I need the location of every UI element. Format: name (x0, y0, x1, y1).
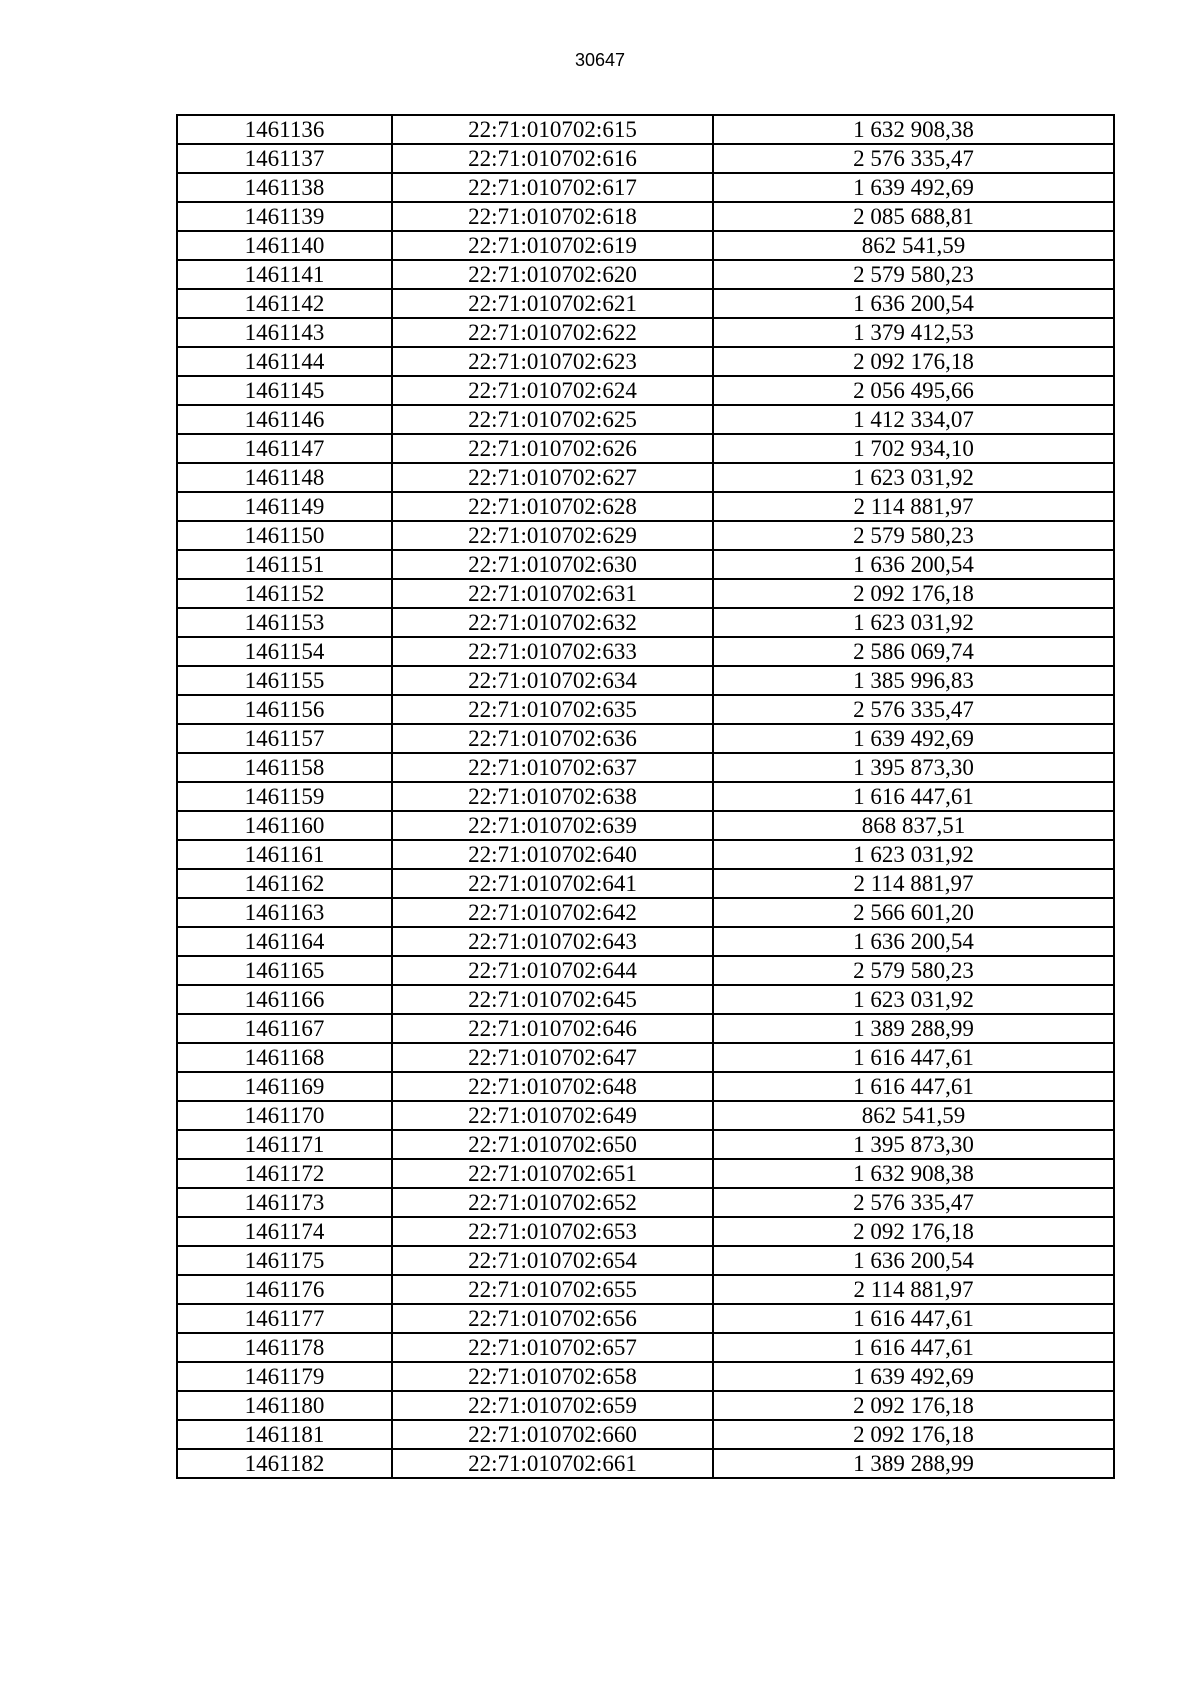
record-number-cell: 1461138 (177, 173, 392, 202)
cadastral-value-cell: 1 636 200,54 (713, 927, 1114, 956)
cadastral-value-cell: 1 616 447,61 (713, 1304, 1114, 1333)
record-number-cell: 1461154 (177, 637, 392, 666)
cadastral-value-cell: 2 579 580,23 (713, 260, 1114, 289)
record-number-cell: 1461153 (177, 608, 392, 637)
table-row (177, 231, 1114, 260)
record-number-cell: 1461176 (177, 1275, 392, 1304)
record-number-cell: 1461174 (177, 1217, 392, 1246)
table-row (177, 753, 1114, 782)
table-row (177, 1449, 1114, 1478)
record-number-cell: 1461142 (177, 289, 392, 318)
table-row (177, 1246, 1114, 1275)
table-row (177, 1391, 1114, 1420)
record-number-cell: 1461182 (177, 1449, 392, 1478)
table-row (177, 492, 1114, 521)
record-number-cell: 1461180 (177, 1391, 392, 1420)
cadastral-number-cell: 22:71:010702:622 (392, 318, 713, 347)
record-number-cell: 1461145 (177, 376, 392, 405)
table-row (177, 173, 1114, 202)
cadastral-number-cell: 22:71:010702:638 (392, 782, 713, 811)
cadastral-value-cell: 1 385 996,83 (713, 666, 1114, 695)
record-number-cell: 1461164 (177, 927, 392, 956)
cadastral-number-cell: 22:71:010702:624 (392, 376, 713, 405)
cadastral-number-cell: 22:71:010702:634 (392, 666, 713, 695)
table-row (177, 695, 1114, 724)
data-table (176, 114, 1115, 1479)
record-number-cell: 1461148 (177, 463, 392, 492)
record-number-cell: 1461144 (177, 347, 392, 376)
record-number-cell: 1461161 (177, 840, 392, 869)
table-row (177, 550, 1114, 579)
table-body (177, 115, 1114, 1478)
cadastral-value-cell: 1 623 031,92 (713, 608, 1114, 637)
table-row (177, 405, 1114, 434)
table-row (177, 840, 1114, 869)
cadastral-value-cell: 2 566 601,20 (713, 898, 1114, 927)
cadastral-value-cell: 2 114 881,97 (713, 869, 1114, 898)
cadastral-value-cell: 1 636 200,54 (713, 550, 1114, 579)
cadastral-number-cell: 22:71:010702:647 (392, 1043, 713, 1072)
cadastral-number-cell: 22:71:010702:636 (392, 724, 713, 753)
table-row (177, 1304, 1114, 1333)
record-number-cell: 1461156 (177, 695, 392, 724)
table-row (177, 956, 1114, 985)
cadastral-number-cell: 22:71:010702:618 (392, 202, 713, 231)
table-row (177, 144, 1114, 173)
cadastral-value-cell: 1 616 447,61 (713, 1072, 1114, 1101)
cadastral-number-cell: 22:71:010702:635 (392, 695, 713, 724)
cadastral-number-cell: 22:71:010702:643 (392, 927, 713, 956)
record-number-cell: 1461167 (177, 1014, 392, 1043)
cadastral-value-cell: 1 639 492,69 (713, 173, 1114, 202)
cadastral-value-cell: 2 056 495,66 (713, 376, 1114, 405)
table-row (177, 782, 1114, 811)
cadastral-number-cell: 22:71:010702:639 (392, 811, 713, 840)
cadastral-value-cell: 1 412 334,07 (713, 405, 1114, 434)
cadastral-value-cell: 1 616 447,61 (713, 1333, 1114, 1362)
cadastral-number-cell: 22:71:010702:642 (392, 898, 713, 927)
table-row (177, 927, 1114, 956)
table-row (177, 434, 1114, 463)
record-number-cell: 1461169 (177, 1072, 392, 1101)
table-row (177, 202, 1114, 231)
table-row (177, 1043, 1114, 1072)
cadastral-number-cell: 22:71:010702:625 (392, 405, 713, 434)
cadastral-value-cell: 2 586 069,74 (713, 637, 1114, 666)
record-number-cell: 1461175 (177, 1246, 392, 1275)
cadastral-number-cell: 22:71:010702:628 (392, 492, 713, 521)
cadastral-value-cell: 2 092 176,18 (713, 1217, 1114, 1246)
cadastral-number-cell: 22:71:010702:661 (392, 1449, 713, 1478)
table-row (177, 985, 1114, 1014)
cadastral-value-cell: 1 632 908,38 (713, 115, 1114, 144)
cadastral-value-cell: 2 092 176,18 (713, 347, 1114, 376)
cadastral-number-cell: 22:71:010702:630 (392, 550, 713, 579)
cadastral-value-cell: 1 632 908,38 (713, 1159, 1114, 1188)
cadastral-number-cell: 22:71:010702:653 (392, 1217, 713, 1246)
cadastral-number-cell: 22:71:010702:637 (392, 753, 713, 782)
table-row (177, 1275, 1114, 1304)
table-row (177, 1072, 1114, 1101)
record-number-cell: 1461181 (177, 1420, 392, 1449)
record-number-cell: 1461151 (177, 550, 392, 579)
cadastral-value-cell: 2 092 176,18 (713, 1391, 1114, 1420)
cadastral-value-cell: 2 576 335,47 (713, 144, 1114, 173)
record-number-cell: 1461159 (177, 782, 392, 811)
record-number-cell: 1461166 (177, 985, 392, 1014)
record-number-cell: 1461149 (177, 492, 392, 521)
cadastral-number-cell: 22:71:010702:632 (392, 608, 713, 637)
cadastral-number-cell: 22:71:010702:649 (392, 1101, 713, 1130)
cadastral-number-cell: 22:71:010702:658 (392, 1362, 713, 1391)
cadastral-value-cell: 1 702 934,10 (713, 434, 1114, 463)
cadastral-number-cell: 22:71:010702:629 (392, 521, 713, 550)
table-row (177, 318, 1114, 347)
cadastral-number-cell: 22:71:010702:616 (392, 144, 713, 173)
record-number-cell: 1461179 (177, 1362, 392, 1391)
record-number-cell: 1461170 (177, 1101, 392, 1130)
cadastral-value-cell: 1 379 412,53 (713, 318, 1114, 347)
table-row (177, 811, 1114, 840)
cadastral-value-cell: 1 616 447,61 (713, 782, 1114, 811)
cadastral-value-cell: 1 395 873,30 (713, 1130, 1114, 1159)
cadastral-value-cell: 868 837,51 (713, 811, 1114, 840)
cadastral-number-cell: 22:71:010702:644 (392, 956, 713, 985)
table-row (177, 260, 1114, 289)
record-number-cell: 1461136 (177, 115, 392, 144)
cadastral-value-cell: 862 541,59 (713, 231, 1114, 260)
cadastral-number-cell: 22:71:010702:623 (392, 347, 713, 376)
cadastral-number-cell: 22:71:010702:627 (392, 463, 713, 492)
cadastral-number-cell: 22:71:010702:654 (392, 1246, 713, 1275)
record-number-cell: 1461146 (177, 405, 392, 434)
cadastral-value-cell: 1 389 288,99 (713, 1449, 1114, 1478)
table-row (177, 724, 1114, 753)
cadastral-number-cell: 22:71:010702:619 (392, 231, 713, 260)
table-row (177, 1217, 1114, 1246)
cadastral-number-cell: 22:71:010702:660 (392, 1420, 713, 1449)
record-number-cell: 1461141 (177, 260, 392, 289)
cadastral-value-cell: 1 616 447,61 (713, 1043, 1114, 1072)
cadastral-number-cell: 22:71:010702:648 (392, 1072, 713, 1101)
cadastral-number-cell: 22:71:010702:645 (392, 985, 713, 1014)
cadastral-value-cell: 2 579 580,23 (713, 956, 1114, 985)
record-number-cell: 1461162 (177, 869, 392, 898)
table-row (177, 608, 1114, 637)
cadastral-number-cell: 22:71:010702:655 (392, 1275, 713, 1304)
table-row (177, 347, 1114, 376)
record-number-cell: 1461160 (177, 811, 392, 840)
table-row (177, 1130, 1114, 1159)
table-row (177, 289, 1114, 318)
record-number-cell: 1461172 (177, 1159, 392, 1188)
cadastral-number-cell: 22:71:010702:620 (392, 260, 713, 289)
cadastral-value-cell: 2 579 580,23 (713, 521, 1114, 550)
cadastral-number-cell: 22:71:010702:641 (392, 869, 713, 898)
cadastral-value-cell: 1 395 873,30 (713, 753, 1114, 782)
cadastral-number-cell: 22:71:010702:646 (392, 1014, 713, 1043)
cadastral-value-cell: 1 623 031,92 (713, 463, 1114, 492)
cadastral-number-cell: 22:71:010702:659 (392, 1391, 713, 1420)
record-number-cell: 1461163 (177, 898, 392, 927)
cadastral-value-cell: 2 114 881,97 (713, 492, 1114, 521)
table-row (177, 1420, 1114, 1449)
record-number-cell: 1461177 (177, 1304, 392, 1333)
table-row (177, 579, 1114, 608)
cadastral-value-cell: 2 092 176,18 (713, 579, 1114, 608)
cadastral-value-cell: 1 389 288,99 (713, 1014, 1114, 1043)
record-number-cell: 1461137 (177, 144, 392, 173)
cadastral-value-cell: 2 576 335,47 (713, 695, 1114, 724)
cadastral-value-cell: 1 623 031,92 (713, 840, 1114, 869)
cadastral-number-cell: 22:71:010702:652 (392, 1188, 713, 1217)
record-number-cell: 1461143 (177, 318, 392, 347)
cadastral-value-cell: 1 623 031,92 (713, 985, 1114, 1014)
cadastral-value-cell: 2 576 335,47 (713, 1188, 1114, 1217)
record-number-cell: 1461165 (177, 956, 392, 985)
table-row (177, 869, 1114, 898)
record-number-cell: 1461173 (177, 1188, 392, 1217)
table-row (177, 898, 1114, 927)
cadastral-number-cell: 22:71:010702:633 (392, 637, 713, 666)
record-number-cell: 1461157 (177, 724, 392, 753)
table-row (177, 463, 1114, 492)
page-number: 30647 (574, 50, 626, 70)
cadastral-number-cell: 22:71:010702:650 (392, 1130, 713, 1159)
record-number-cell: 1461140 (177, 231, 392, 260)
cadastral-value-cell: 1 639 492,69 (713, 724, 1114, 753)
cadastral-number-cell: 22:71:010702:615 (392, 115, 713, 144)
table-row (177, 637, 1114, 666)
table-row (177, 115, 1114, 144)
record-number-cell: 1461147 (177, 434, 392, 463)
cadastral-number-cell: 22:71:010702:651 (392, 1159, 713, 1188)
cadastral-value-cell: 2 085 688,81 (713, 202, 1114, 231)
table-row (177, 666, 1114, 695)
record-number-cell: 1461178 (177, 1333, 392, 1362)
table-row (177, 376, 1114, 405)
cadastral-number-cell: 22:71:010702:656 (392, 1304, 713, 1333)
table-row (177, 1159, 1114, 1188)
record-number-cell: 1461158 (177, 753, 392, 782)
cadastral-value-cell: 1 639 492,69 (713, 1362, 1114, 1391)
cadastral-value-cell: 862 541,59 (713, 1101, 1114, 1130)
cadastral-value-cell: 2 114 881,97 (713, 1275, 1114, 1304)
cadastral-number-cell: 22:71:010702:626 (392, 434, 713, 463)
record-number-cell: 1461168 (177, 1043, 392, 1072)
cadastral-number-cell: 22:71:010702:631 (392, 579, 713, 608)
record-number-cell: 1461139 (177, 202, 392, 231)
record-number-cell: 1461155 (177, 666, 392, 695)
record-number-cell: 1461152 (177, 579, 392, 608)
table-row (177, 1188, 1114, 1217)
cadastral-number-cell: 22:71:010702:621 (392, 289, 713, 318)
cadastral-number-cell: 22:71:010702:640 (392, 840, 713, 869)
cadastral-number-cell: 22:71:010702:657 (392, 1333, 713, 1362)
table-row (177, 1333, 1114, 1362)
cadastral-value-cell: 1 636 200,54 (713, 289, 1114, 318)
table-row (177, 1362, 1114, 1391)
cadastral-value-cell: 1 636 200,54 (713, 1246, 1114, 1275)
table-row (177, 521, 1114, 550)
record-number-cell: 1461171 (177, 1130, 392, 1159)
table-row (177, 1014, 1114, 1043)
cadastral-value-cell: 2 092 176,18 (713, 1420, 1114, 1449)
cadastral-number-cell: 22:71:010702:617 (392, 173, 713, 202)
record-number-cell: 1461150 (177, 521, 392, 550)
table-row (177, 1101, 1114, 1130)
